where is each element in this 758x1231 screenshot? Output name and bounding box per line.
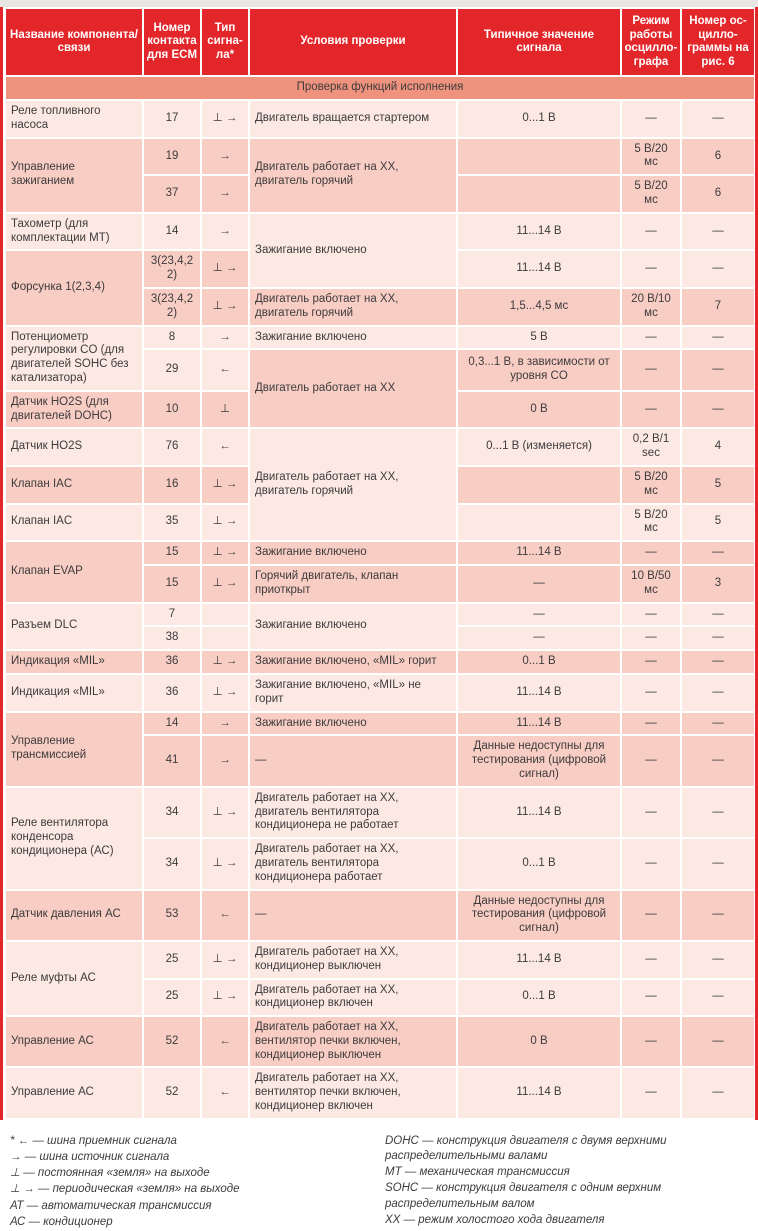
contact-number-cell: 25 bbox=[144, 980, 200, 1016]
signal-type-cell: ← bbox=[202, 891, 248, 940]
signal-value-cell: 0,3...1 В, в зависимости от уровня CO bbox=[458, 350, 620, 389]
signal-value-cell: — bbox=[458, 627, 620, 649]
scope-mode-cell: — bbox=[622, 891, 680, 940]
legend-item: ХХ — режим холостого хода двигателя bbox=[385, 1213, 605, 1226]
contact-number-cell: 52 bbox=[144, 1017, 200, 1066]
component-name-cell: Реле муфты АС bbox=[6, 942, 142, 1015]
legend-item: АС — кондиционер bbox=[10, 1215, 113, 1228]
signal-type-cell bbox=[202, 627, 248, 649]
column-header-component-name: Название компонента/связи bbox=[6, 9, 142, 75]
legend-item: АТ — автоматическая трансмиссия bbox=[10, 1199, 212, 1212]
oscillogram-number-cell: — bbox=[682, 542, 754, 564]
component-name-cell: Индикация «MIL» bbox=[6, 675, 142, 711]
oscillogram-number-cell: — bbox=[682, 788, 754, 837]
signal-type-cell bbox=[202, 604, 248, 626]
check-conditions-cell: Зажигание включено bbox=[250, 604, 456, 650]
oscillogram-number-cell: 6 bbox=[682, 176, 754, 212]
table-row bbox=[6, 788, 754, 837]
check-conditions-cell: Зажигание включено bbox=[250, 713, 456, 735]
signal-type-cell: ← bbox=[202, 350, 248, 389]
signal-type-cell: ⊥ → bbox=[202, 101, 248, 137]
scope-mode-cell: 5 В/20 мс bbox=[622, 176, 680, 212]
component-name-cell: Реле вентилятора конденсора кондиционера (АС) bbox=[6, 788, 142, 889]
signal-value-cell: 11...14 В bbox=[458, 251, 620, 287]
check-conditions-cell: Двигатель работает на ХХ, двигатель вентилятора кондиционера работает bbox=[250, 839, 456, 888]
signal-value-cell: 11...14 В bbox=[458, 1068, 620, 1117]
signal-value-cell: 11...14 В bbox=[458, 713, 620, 735]
scope-mode-cell: — bbox=[622, 542, 680, 564]
contact-number-cell: 25 bbox=[144, 942, 200, 978]
scope-mode-cell: — bbox=[622, 675, 680, 711]
contact-number-cell: 8 bbox=[144, 327, 200, 349]
legend-item: * ← — шина приемник сигнала bbox=[10, 1134, 177, 1147]
scope-mode-cell: 5 В/20 мс bbox=[622, 139, 680, 175]
signal-check-table-wrap bbox=[0, 7, 758, 1120]
check-conditions-cell: Двигатель вращается стартером bbox=[250, 101, 456, 137]
scope-mode-cell: 20 В/10 мс bbox=[622, 289, 680, 325]
scope-mode-cell: — bbox=[622, 392, 680, 428]
contact-number-cell: 17 bbox=[144, 101, 200, 137]
component-name-cell: Разъем DLC bbox=[6, 604, 142, 650]
signal-type-cell: → bbox=[202, 139, 248, 175]
oscillogram-number-cell: — bbox=[682, 214, 754, 250]
component-name-cell: Форсунка 1(2,3,4) bbox=[6, 251, 142, 324]
oscillogram-number-cell: 7 bbox=[682, 289, 754, 325]
oscillogram-number-cell: 5 bbox=[682, 467, 754, 503]
table-row bbox=[6, 604, 754, 626]
check-conditions-cell: Зажигание включено bbox=[250, 327, 456, 349]
signal-type-cell: → bbox=[202, 327, 248, 349]
contact-number-cell: 53 bbox=[144, 891, 200, 940]
signal-value-cell: 0 В bbox=[458, 1017, 620, 1066]
oscillogram-number-cell: — bbox=[682, 251, 754, 287]
table-row bbox=[6, 139, 754, 175]
scope-mode-cell: — bbox=[622, 839, 680, 888]
page-top-strip bbox=[0, 0, 758, 7]
contact-number-cell: 41 bbox=[144, 736, 200, 785]
component-name-cell: Клапан EVAP bbox=[6, 542, 142, 601]
signal-type-cell: ⊥ → bbox=[202, 942, 248, 978]
table-row bbox=[6, 542, 754, 564]
contact-number-cell: 7 bbox=[144, 604, 200, 626]
table-row bbox=[6, 651, 754, 673]
scope-mode-cell: — bbox=[622, 788, 680, 837]
signal-value-cell: 1,5...4,5 мс bbox=[458, 289, 620, 325]
scope-mode-cell: — bbox=[622, 627, 680, 649]
signal-type-cell: ⊥ bbox=[202, 392, 248, 428]
legend-column-right bbox=[385, 1134, 750, 1231]
signal-type-cell: → bbox=[202, 713, 248, 735]
scope-mode-cell: — bbox=[622, 1017, 680, 1066]
check-conditions-cell: — bbox=[250, 736, 456, 785]
oscillogram-number-cell: — bbox=[682, 1068, 754, 1117]
legend-item: ⊥ → — периодическая «земля» на выходе bbox=[10, 1183, 240, 1196]
column-header-ecm-contact-number: Номер контакта для ECM bbox=[144, 9, 200, 75]
table-row bbox=[6, 214, 754, 250]
signal-type-cell: ⊥ → bbox=[202, 542, 248, 564]
column-header-check-conditions: Условия проверки bbox=[250, 9, 456, 75]
contact-number-cell: 29 bbox=[144, 350, 200, 389]
component-name-cell: Клапан IAC bbox=[6, 467, 142, 503]
signal-value-cell: Данные недоступны для тестирования (цифровой сигнал) bbox=[458, 736, 620, 785]
footnote-legend bbox=[0, 1120, 758, 1231]
oscillogram-number-cell: — bbox=[682, 627, 754, 649]
signal-value-cell: 0...1 В bbox=[458, 839, 620, 888]
table-row bbox=[6, 942, 754, 978]
signal-value-cell bbox=[458, 139, 620, 175]
table-row bbox=[6, 327, 754, 349]
oscillogram-number-cell: — bbox=[682, 604, 754, 626]
check-conditions-cell: Зажигание включено, «MIL» горит bbox=[250, 651, 456, 673]
oscillogram-number-cell: — bbox=[682, 651, 754, 673]
contact-number-cell: 15 bbox=[144, 542, 200, 564]
signal-value-cell: 11...14 В bbox=[458, 942, 620, 978]
oscillogram-number-cell: — bbox=[682, 980, 754, 1016]
legend-item: ⊥ — постоянная «земля» на выходе bbox=[10, 1167, 210, 1180]
contact-number-cell: 19 bbox=[144, 139, 200, 175]
oscillogram-number-cell: — bbox=[682, 736, 754, 785]
table-row bbox=[6, 891, 754, 940]
signal-value-cell: 0...1 В bbox=[458, 651, 620, 673]
check-conditions-cell: Двигатель работает на ХХ, двигатель горячий bbox=[250, 139, 456, 212]
contact-number-cell: 34 bbox=[144, 839, 200, 888]
contact-number-cell: 35 bbox=[144, 505, 200, 541]
oscillogram-number-cell: — bbox=[682, 891, 754, 940]
signal-value-cell: Данные недоступны для тестирования (цифровой сигнал) bbox=[458, 891, 620, 940]
contact-number-cell: 14 bbox=[144, 713, 200, 735]
signal-value-cell: 0 В bbox=[458, 392, 620, 428]
signal-value-cell: 0...1 В (изменяется) bbox=[458, 429, 620, 465]
contact-number-cell: 14 bbox=[144, 214, 200, 250]
contact-number-cell: 37 bbox=[144, 176, 200, 212]
oscillogram-number-cell: — bbox=[682, 101, 754, 137]
scope-mode-cell: — bbox=[622, 350, 680, 389]
signal-type-cell: ← bbox=[202, 1017, 248, 1066]
component-name-cell: Управление зажиганием bbox=[6, 139, 142, 212]
column-header-signal-type: Тип сигна-ла* bbox=[202, 9, 248, 75]
signal-value-cell: — bbox=[458, 604, 620, 626]
component-name-cell: Клапан IAC bbox=[6, 505, 142, 541]
check-conditions-cell: Двигатель работает на ХХ, кондиционер включен bbox=[250, 980, 456, 1016]
table-row bbox=[6, 429, 754, 465]
component-name-cell: Индикация «MIL» bbox=[6, 651, 142, 673]
table-header bbox=[6, 9, 754, 75]
oscillogram-number-cell: — bbox=[682, 392, 754, 428]
table-row bbox=[6, 713, 754, 735]
signal-type-cell: → bbox=[202, 176, 248, 212]
oscillogram-number-cell: 5 bbox=[682, 505, 754, 541]
signal-type-cell: ⊥ → bbox=[202, 289, 248, 325]
contact-number-cell: 3(23,4,22) bbox=[144, 251, 200, 287]
signal-type-cell: ⊥ → bbox=[202, 675, 248, 711]
table-row bbox=[6, 1068, 754, 1117]
check-conditions-cell: Зажигание включено bbox=[250, 542, 456, 564]
oscillogram-number-cell: — bbox=[682, 839, 754, 888]
legend-item: DOHC — конструкция двигателя с двумя верхними распределительными валами bbox=[385, 1134, 667, 1163]
contact-number-cell: 10 bbox=[144, 392, 200, 428]
signal-value-cell: — bbox=[458, 566, 620, 602]
signal-table-body bbox=[6, 77, 754, 1118]
column-header-typical-signal-value: Типичное значение сигнала bbox=[458, 9, 620, 75]
signal-type-cell: ⊥ → bbox=[202, 566, 248, 602]
contact-number-cell: 15 bbox=[144, 566, 200, 602]
contact-number-cell: 36 bbox=[144, 675, 200, 711]
component-name-cell: Датчик HO2S bbox=[6, 429, 142, 465]
signal-type-cell: ⊥ → bbox=[202, 251, 248, 287]
table-row bbox=[6, 675, 754, 711]
oscillogram-number-cell: 6 bbox=[682, 139, 754, 175]
component-name-cell: Управление АС bbox=[6, 1068, 142, 1117]
scope-mode-cell: — bbox=[622, 214, 680, 250]
check-conditions-cell: Горячий двигатель, клапан приоткрыт bbox=[250, 566, 456, 602]
header-row bbox=[6, 9, 754, 75]
signal-type-cell: ⊥ → bbox=[202, 505, 248, 541]
signal-type-cell: ⊥ → bbox=[202, 839, 248, 888]
component-name-cell: Реле топливного насоса bbox=[6, 101, 142, 137]
oscillogram-number-cell: 4 bbox=[682, 429, 754, 465]
signal-value-cell: 11...14 В bbox=[458, 788, 620, 837]
column-header-oscilloscope-mode: Режим работы осцилло-графа bbox=[622, 9, 680, 75]
signal-type-cell: ← bbox=[202, 429, 248, 465]
oscillogram-number-cell: — bbox=[682, 713, 754, 735]
signal-type-cell: → bbox=[202, 214, 248, 250]
scope-mode-cell: — bbox=[622, 251, 680, 287]
check-conditions-cell: Двигатель работает на ХХ, вентилятор печки включен, кондиционер включен bbox=[250, 1068, 456, 1117]
component-name-cell: Управление трансмиссией bbox=[6, 713, 142, 786]
signal-value-cell: 0...1 В bbox=[458, 980, 620, 1016]
check-conditions-cell: Двигатель работает на ХХ, двигатель горячий bbox=[250, 429, 456, 540]
check-conditions-cell: Двигатель работает на ХХ, вентилятор печки включен, кондиционер выключен bbox=[250, 1017, 456, 1066]
component-name-cell: Управление АС bbox=[6, 1017, 142, 1066]
scope-mode-cell: 10 В/50 мс bbox=[622, 566, 680, 602]
contact-number-cell: 34 bbox=[144, 788, 200, 837]
signal-type-cell: ⊥ → bbox=[202, 651, 248, 673]
signal-type-cell: ← bbox=[202, 1068, 248, 1117]
oscillogram-number-cell: — bbox=[682, 942, 754, 978]
contact-number-cell: 36 bbox=[144, 651, 200, 673]
signal-value-cell: 11...14 В bbox=[458, 675, 620, 711]
oscillogram-number-cell: — bbox=[682, 350, 754, 389]
scope-mode-cell: 5 В/20 мс bbox=[622, 505, 680, 541]
signal-value-cell: 11...14 В bbox=[458, 542, 620, 564]
oscillogram-number-cell: — bbox=[682, 1017, 754, 1066]
scope-mode-cell: — bbox=[622, 942, 680, 978]
check-conditions-cell: Зажигание включено, «MIL» не горит bbox=[250, 675, 456, 711]
oscillogram-number-cell: — bbox=[682, 327, 754, 349]
legend-column-left bbox=[10, 1134, 385, 1231]
signal-type-cell: ⊥ → bbox=[202, 980, 248, 1016]
check-conditions-cell: — bbox=[250, 891, 456, 940]
scope-mode-cell: — bbox=[622, 604, 680, 626]
legend-item: SOHC — конструкция двигателя с одним верхним распределительным валом bbox=[385, 1182, 662, 1210]
table-row bbox=[6, 101, 754, 137]
signal-value-cell: 5 В bbox=[458, 327, 620, 349]
legend-item: МТ — механическая трансмиссия bbox=[385, 1166, 570, 1179]
contact-number-cell: 38 bbox=[144, 627, 200, 649]
scope-mode-cell: — bbox=[622, 1068, 680, 1117]
check-conditions-cell: Зажигание включено bbox=[250, 214, 456, 287]
signal-value-cell bbox=[458, 505, 620, 541]
check-conditions-cell: Двигатель работает на ХХ, двигатель вентилятора кондиционера не работает bbox=[250, 788, 456, 837]
signal-value-cell: 0...1 В bbox=[458, 101, 620, 137]
scope-mode-cell: 5 В/20 мс bbox=[622, 467, 680, 503]
scope-mode-cell: — bbox=[622, 980, 680, 1016]
section-band-row bbox=[6, 77, 754, 99]
component-name-cell: Тахометр (для комплектации МТ) bbox=[6, 214, 142, 250]
contact-number-cell: 76 bbox=[144, 429, 200, 465]
legend-item: → — шина источник сигнала bbox=[10, 1151, 170, 1164]
table-row bbox=[6, 1017, 754, 1066]
check-conditions-cell: Двигатель работает на ХХ, кондиционер выключен bbox=[250, 942, 456, 978]
scope-mode-cell: — bbox=[622, 327, 680, 349]
check-conditions-cell: Двигатель работает на ХХ bbox=[250, 350, 456, 427]
signal-value-cell bbox=[458, 467, 620, 503]
check-conditions-cell: Двигатель работает на ХХ, двигатель горячий bbox=[250, 289, 456, 325]
contact-number-cell: 3(23,4,22) bbox=[144, 289, 200, 325]
signal-type-cell: ⊥ → bbox=[202, 788, 248, 837]
scope-mode-cell: 0,2 В/1 sec bbox=[622, 429, 680, 465]
scope-mode-cell: — bbox=[622, 651, 680, 673]
oscillogram-number-cell: 3 bbox=[682, 566, 754, 602]
component-name-cell: Датчик давления АС bbox=[6, 891, 142, 940]
column-header-oscillogram-number: Номер ос-цилло-граммы на рис. 6 bbox=[682, 9, 754, 75]
oscillogram-number-cell: — bbox=[682, 675, 754, 711]
component-name-cell: Датчик HO2S (для двигателей DOHC) bbox=[6, 392, 142, 428]
ecm-signal-check-table bbox=[4, 7, 756, 1120]
signal-type-cell: ⊥ → bbox=[202, 467, 248, 503]
contact-number-cell: 16 bbox=[144, 467, 200, 503]
contact-number-cell: 52 bbox=[144, 1068, 200, 1117]
signal-type-cell: → bbox=[202, 736, 248, 785]
scope-mode-cell: — bbox=[622, 101, 680, 137]
signal-value-cell bbox=[458, 176, 620, 212]
scope-mode-cell: — bbox=[622, 713, 680, 735]
scope-mode-cell: — bbox=[622, 736, 680, 785]
component-name-cell: Потенциометр регулировки CO (для двигателей SOHC без катализатора) bbox=[6, 327, 142, 390]
section-band-title: Проверка функций исполнения bbox=[6, 77, 754, 99]
signal-value-cell: 11...14 В bbox=[458, 214, 620, 250]
